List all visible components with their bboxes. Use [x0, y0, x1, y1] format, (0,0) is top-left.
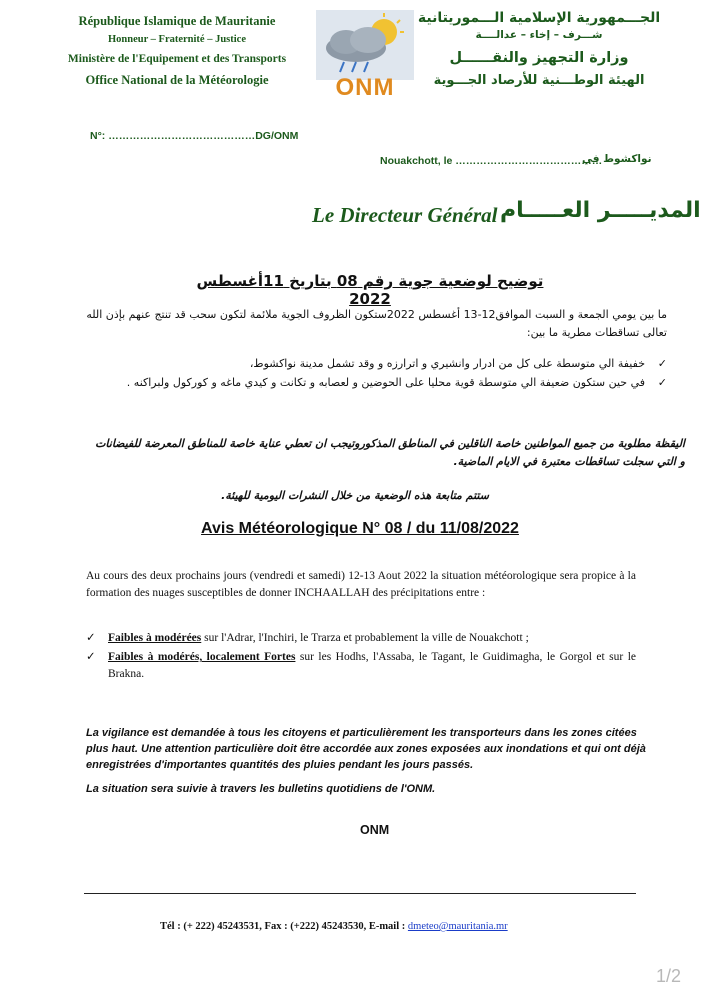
- contact-text: Tél : (+ 222) 45243531, Fax : (+222) 45243530, E-mail :: [160, 921, 408, 932]
- office-ar: الهيئة الوطـــنية للأرصاد الجـــوية: [433, 73, 645, 88]
- list-item: [62, 373, 667, 392]
- french-paragraph: Au cours des deux prochains jours (vendredi et samedi) 12-13 Aout 2022 la situation météorologique sera propice à la formation des nuages susceptibles de donner INCHAALLAH des précipitations entre :: [86, 570, 636, 599]
- bullet-text: sur l'Adrar, l'Inchiri, le Trarza et probablement la ville de Nouakchott ;: [201, 632, 529, 644]
- bullet-lead: Faibles à modérées: [108, 632, 202, 644]
- date-line-fr: Nouakchott, le ……………………………………: [380, 155, 603, 167]
- bulletin-title: Avis Météorologique N° 08 / du 11/08/2022: [201, 520, 519, 537]
- footer-contact: [160, 921, 508, 932]
- list-item: [86, 649, 636, 683]
- arabic-bullet-text: خفيفة الي متوسطة على كل من ادرار وانشيري و اترارزه و وقد تشمل مدينة نواكشوط،: [249, 357, 645, 370]
- header-arabic: [410, 10, 668, 88]
- list-item: [86, 630, 636, 647]
- arabic-paragraph: ما بين يومي الجمعة و السبت الموافق12-13 أغسطس 2022ستكون الظروف الجوية ملائمة لتكون سحب قد تنتج عنهم بإذن الله تعالى تساقطات مطرية ما بين:: [86, 308, 667, 339]
- date-line-ar: نواكشوط في: [582, 153, 652, 165]
- ministry-fr: Ministère de l'Equipement et des Transports: [67, 53, 287, 65]
- bullet-text: sur les Hodhs, l'Assaba, le Tagant, le Guidimagha, le Gorgol et sur le Brakna.: [108, 651, 637, 680]
- french-bullet-list: [86, 630, 636, 685]
- french-vigilance: La vigilance est demandée à tous les citoyens et particulièrement les transporteurs dans les zones citées plus haut. Une attention particulière doit être accordée aux zones exposées aux inondations et qui ont déjà enregistrées d'importantes quantités des pluies pendant les jours passés.: [86, 727, 646, 771]
- arabic-title: توضيح لوضعية جوية رقم 08 بتاريخ 11أغسطس 2022: [196, 272, 544, 308]
- director-title-fr: Le Directeur Général: [312, 203, 498, 227]
- motto-ar: شـــرف – إخاء – عدالــــة: [475, 29, 603, 41]
- check-icon: ✓: [86, 651, 96, 663]
- check-icon: ✓: [657, 357, 667, 370]
- check-icon: ✓: [657, 376, 667, 389]
- signature: ONM: [360, 823, 390, 837]
- bullet-lead: Faibles à modérés, localement Fortes: [108, 651, 296, 663]
- motto-fr: Honneur – Fraternité – Justice: [107, 34, 247, 45]
- arabic-bullet-text: في حين ستكون ضعيفة الي متوسطة قوية محليا على الحوضين و لعصابه و تكانت و كيدي ماغه و كوركول ولبراكنه .: [126, 376, 645, 389]
- french-follow-up: La situation sera suivie à travers les bulletins quotidiens de l'ONM.: [86, 783, 436, 795]
- arabic-vigilance: اليقظة مطلوبة من جميع المواطنين خاصة الناقلين في المناطق المذكوروتيجب ان تعطي عناية خاصة للمناطق المعرضة للفيضانات و التي سجلت تساقطات معتبرة في الايام الماضية.: [95, 437, 685, 468]
- reference-number: N°: ……………………………………DG/ONM: [90, 130, 299, 142]
- country-name-fr: République Islamique de Mauritanie: [78, 14, 276, 28]
- logo-text: ONM: [335, 74, 395, 101]
- check-icon: ✓: [86, 632, 96, 644]
- list-item: [62, 354, 667, 373]
- email-link[interactable]: dmeteo@mauritania.mr: [407, 921, 508, 932]
- footer-divider: [84, 893, 636, 894]
- country-name-ar: الجـــمهورية الإسلامية الـــموريتانية: [417, 10, 661, 26]
- page-indicator: 1/2: [656, 966, 682, 986]
- header-french: [52, 14, 302, 88]
- ministry-ar: وزارة التجهيز والنقــــــل: [449, 50, 629, 66]
- arabic-bullet-list: [62, 354, 667, 392]
- arabic-follow-up: ستتم متابعة هذه الوضعية من خلال النشرات اليومية للهيئة.: [221, 489, 489, 502]
- office-fr: Office National de la Météorologie: [85, 73, 269, 87]
- director-title-ar: المديـــــر العـــــام: [500, 198, 701, 223]
